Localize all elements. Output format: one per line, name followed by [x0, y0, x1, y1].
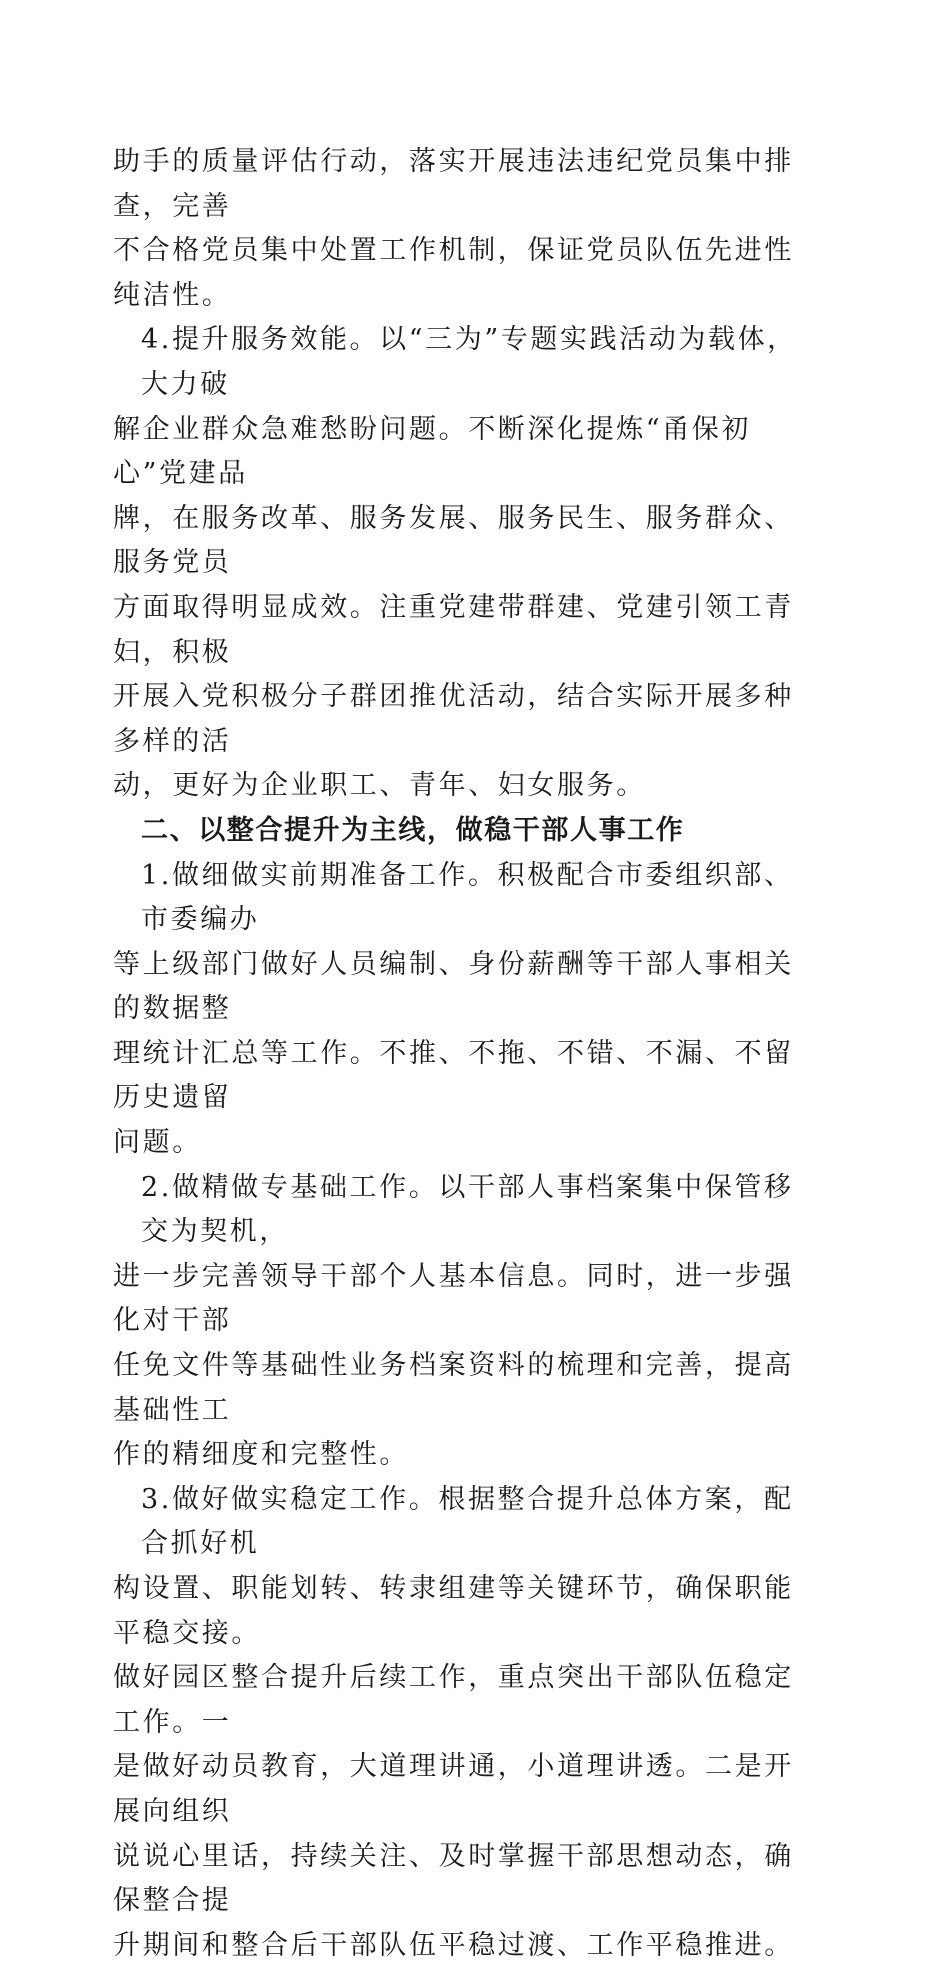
- text-line: 不合格党员集中处置工作机制，保证党员队伍先进性纯洁性。: [113, 235, 794, 311]
- text-line: 做好园区整合提升后续工作，重点突出干部队伍稳定工作。一: [113, 1662, 794, 1738]
- paragraph-item-1: [113, 854, 823, 1166]
- section-heading: [113, 809, 823, 854]
- text-line: 理统计汇总等工作。不推、不拖、不错、不漏、不留历史遗留: [113, 1037, 794, 1114]
- text-line: 牌，在服务改革、服务发展、服务民生、服务群众、服务党员: [113, 502, 794, 579]
- text-line: 动，更好为企业职工、青年、妇女服务。: [113, 770, 646, 802]
- text-line: 构设置、职能划转、转隶组建等关键环节，确保职能平稳交接。: [113, 1573, 794, 1649]
- text-line: 进一步完善领导干部个人基本信息。同时，进一步强化对干部: [113, 1260, 794, 1337]
- text-line: 作的精细度和完整性。: [113, 1439, 409, 1471]
- text-line: 2.做精做专基础工作。以干部人事档案集中保管移交为契机，: [141, 1171, 794, 1248]
- paragraph-item-4: [113, 318, 823, 809]
- text-line: 3.做好做实稳定工作。根据整合提升总体方案，配合抓好机: [141, 1483, 794, 1560]
- paragraph-continuation: [113, 140, 823, 318]
- text-line: 问题。: [113, 1127, 202, 1159]
- text-line: 助手的质量评估行动，落实开展违法违纪党员集中排查，完善: [113, 146, 794, 222]
- text-line: 方面取得明显成效。注重党建带群建、党建引领工青妇，积极: [113, 591, 794, 668]
- text-line: 升期间和整合后干部队伍平稳过渡、工作平稳推进。: [113, 1929, 794, 1961]
- text-line: 开展入党积极分子群团推优活动，结合实际开展多种多样的活: [113, 681, 794, 757]
- text-line: 1.做细做实前期准备工作。积极配合市委组织部、市委编办: [141, 859, 794, 936]
- text-line: 说说心里话，持续关注、及时掌握干部思想动态，确保整合提: [113, 1840, 794, 1917]
- text-line: 4.提升服务效能。以“三为”专题实践活动为载体，大力破: [141, 324, 797, 400]
- text-line: 是做好动员教育，大道理讲通，小道理讲透。二是开展向组织: [113, 1751, 794, 1827]
- text-line: 等上级部门做好人员编制、身份薪酬等干部人事相关的数据整: [113, 948, 794, 1025]
- document-page: [113, 140, 823, 1968]
- paragraph-item-3: [113, 1478, 823, 1968]
- text-line: 任免文件等基础性业务档案资料的梳理和完善，提高基础性工: [113, 1350, 794, 1426]
- paragraph-item-2: [113, 1166, 823, 1478]
- text-line: 解企业群众急难愁盼问题。不断深化提炼“甬保初心”党建品: [113, 413, 752, 490]
- heading-text: 二、以整合提升为主线，做稳干部人事工作: [141, 814, 685, 846]
